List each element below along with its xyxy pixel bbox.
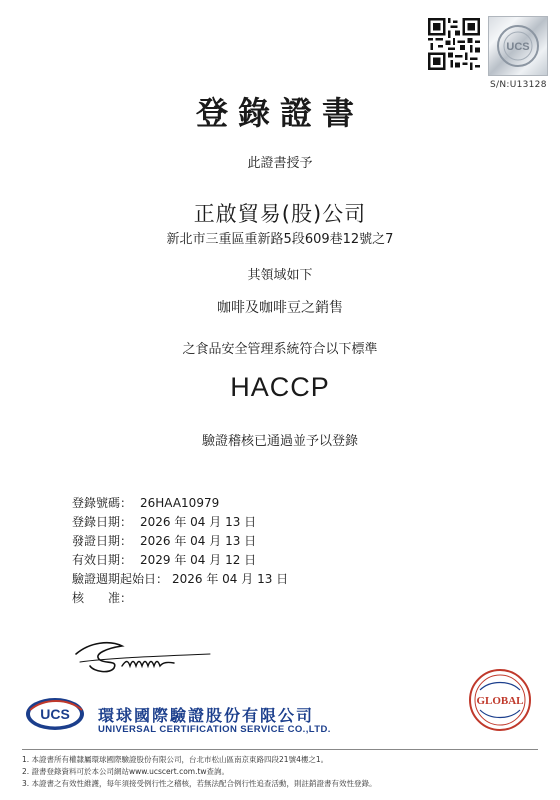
footer-note: 3. 本證書之有效性維護，每年須接受例行性之稽核，若無法配合例行性追查活動，則註銷證書有效性登錄。 — [22, 779, 377, 788]
qr-code-icon — [428, 18, 480, 70]
detail-row-registration-date — [72, 513, 288, 532]
detail-row-issue-date — [72, 532, 288, 551]
scope-label: 其領域如下 — [247, 268, 313, 283]
serial-number: S/N:U13128 — [490, 80, 547, 90]
detail-row-registration-no — [72, 494, 288, 513]
detail-label: 核 准： — [72, 591, 133, 605]
compliance-line: 之食品安全管理系統符合以下標準 — [182, 342, 378, 357]
company-address: 新北市三重區重新路5段609巷12號之7 — [166, 232, 394, 247]
certificate-title: 登錄證書 — [195, 94, 364, 132]
detail-value: 2026 年 04 月 13 日 — [172, 572, 289, 586]
global-seal-icon — [468, 668, 532, 732]
svg-text:UCS: UCS — [506, 41, 530, 53]
footer-notes — [22, 754, 377, 790]
hologram-seal-icon — [488, 16, 548, 76]
standard-name: HACCP — [230, 372, 330, 402]
org-name-en: UNIVERSAL CERTIFICATION SERVICE CO.,LTD. — [98, 724, 331, 735]
registration-details — [72, 494, 288, 608]
footer-note: 1. 本證書所有權隸屬環球國際驗證股份有限公司，台北市松山區南京東路四段21號4樓之1。 — [22, 755, 329, 764]
detail-value: 2026 年 04 月 13 日 — [140, 534, 257, 548]
detail-label: 登錄日期： — [72, 515, 133, 529]
detail-row-cycle-start — [72, 570, 288, 589]
org-name-zh: 環球國際驗證股份有限公司 — [98, 706, 315, 725]
signature-icon — [70, 632, 220, 678]
ucs-logo-text: UCS — [40, 706, 70, 722]
detail-label: 驗證週期起始日： — [72, 572, 169, 586]
detail-row-approved — [72, 589, 288, 608]
ucs-logo-icon — [24, 696, 86, 732]
detail-value: 26HAA10979 — [140, 496, 220, 510]
detail-label: 登錄號碼： — [72, 496, 133, 510]
seal-text: GLOBAL — [476, 695, 524, 707]
footer-note: 2. 證書登錄資料可於本公司網站www.ucscert.com.tw查詢。 — [22, 767, 230, 776]
detail-value: 2029 年 04 月 12 日 — [140, 553, 257, 567]
scope-text: 咖啡及咖啡豆之銷售 — [217, 300, 343, 316]
detail-label: 發證日期： — [72, 534, 133, 548]
detail-row-expiry-date — [72, 551, 288, 570]
footer-divider — [22, 749, 538, 750]
granted-line: 此證書授予 — [247, 156, 313, 171]
detail-value: 2026 年 04 月 13 日 — [140, 515, 257, 529]
company-name: 正啟貿易(股)公司 — [193, 202, 367, 226]
detail-label: 有效日期： — [72, 553, 133, 567]
audit-line: 驗證稽核已通過並予以登錄 — [201, 434, 358, 449]
